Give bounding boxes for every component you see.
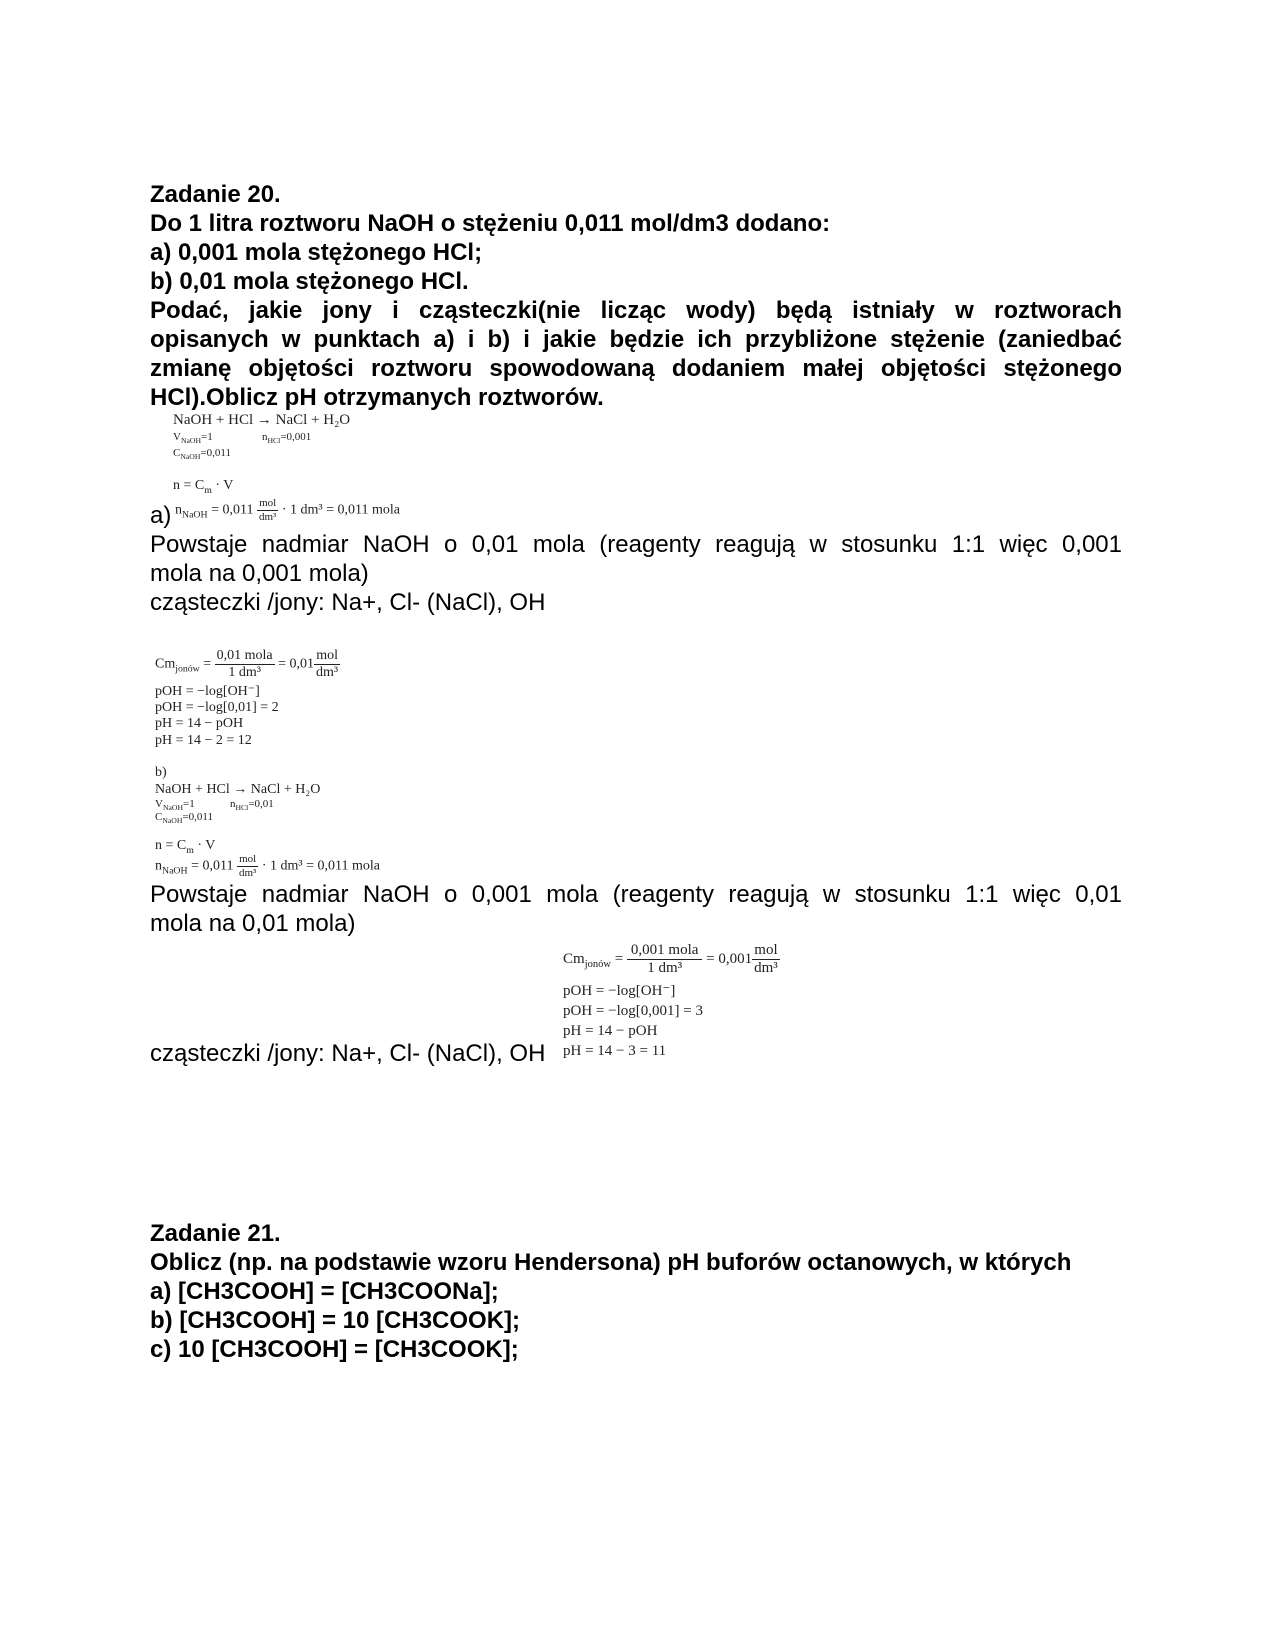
cm-num: 0,01 mola xyxy=(216,648,273,663)
task21-intro: Oblicz (np. na podstawie wzoru Hendersona) pH buforów octanowych, w których xyxy=(150,1249,1072,1276)
calc-line-b: pOH = −log[OH⁻] xyxy=(563,983,676,999)
calc-line-a: pOH = −log[0,01] = 2 xyxy=(155,700,279,715)
task20-option-b: b) 0,01 mola stężonego HCl. xyxy=(150,268,469,295)
calc-line-a: pH = 14 − 2 = 12 xyxy=(155,733,252,748)
n-naoh-sub: NaOH xyxy=(182,509,208,521)
v-value: =1 xyxy=(201,431,213,443)
frac-num: mol xyxy=(257,497,278,511)
n-naoh-rhs: · 1 dm³ = 0,011 mola xyxy=(281,502,400,518)
cm-calc-a xyxy=(155,648,340,681)
n-hcl-value: =0,001 xyxy=(280,431,312,443)
c-value: =0,011 xyxy=(182,811,213,823)
cm-den: 1 dm³ xyxy=(228,665,261,680)
reaction-equation-b: NaOH + HCl → NaCl + H₂O xyxy=(155,782,321,797)
n-hcl-label: n xyxy=(230,798,236,810)
frac-den: dm³ xyxy=(238,867,257,879)
calc-line-a: pOH = −log[OH⁻] xyxy=(155,684,260,699)
cm-sub: jonów xyxy=(584,958,611,970)
cm-label: Cm xyxy=(563,950,585,967)
cm-den: 1 dm³ xyxy=(647,960,683,976)
calc-line-b: pH = 14 − pOH xyxy=(563,1023,658,1039)
n-naoh-sub: NaOH xyxy=(162,865,188,877)
n-naoh-calc-a xyxy=(175,497,400,524)
given-v-naoh-b xyxy=(155,798,195,811)
unit-fraction xyxy=(237,853,258,880)
given-n-hcl-a xyxy=(262,431,311,444)
cm-result: = 0,001 xyxy=(702,950,753,967)
question-line: zmianę objętości roztworu spowodowaną dodaniem małej objętości stężonego xyxy=(150,355,1122,382)
calc-line-b: pOH = −log[0,001] = 3 xyxy=(563,1003,703,1019)
cm-unit-num: mol xyxy=(752,942,780,960)
ions-line: cząsteczki /jony: Na+, Cl- (NaCl), OH xyxy=(150,589,546,616)
calc-line-b: pH = 14 − 3 = 11 xyxy=(563,1043,667,1059)
v-sub: NaOH xyxy=(180,436,202,446)
unit-fraction xyxy=(257,497,278,524)
c-label: C xyxy=(173,447,181,459)
given-c-naoh-a xyxy=(173,447,231,460)
n-naoh-mid: = 0,011 xyxy=(187,858,237,874)
part-b-result xyxy=(150,880,1122,938)
cm-eq: = xyxy=(199,656,215,672)
cm-result: = 0,01 xyxy=(274,656,315,672)
result-line: Powstaje nadmiar NaOH o 0,01 mola (reagenty reagują w stosunku 1:1 więc 0,001 xyxy=(150,531,1122,558)
cm-fraction xyxy=(215,648,275,681)
cm-unit-num: mol xyxy=(314,648,340,665)
n-formula-a xyxy=(173,478,233,494)
task21-item-a: a) [CH3COOH] = [CH3COONa]; xyxy=(150,1278,499,1305)
cm-unit-fraction xyxy=(314,648,340,681)
frac-num: mol xyxy=(237,853,258,867)
question-line: HCl).Oblicz pH otrzymanych roztworów. xyxy=(150,384,604,411)
task20-intro: Do 1 litra roztworu NaOH o stężeniu 0,011 mol/dm3 dodano: xyxy=(150,210,831,237)
n-naoh-calc-b xyxy=(155,853,380,880)
question-line: opisanych w punktach a) i b) i jakie będzie ich przybliżone stężenie (zaniedbać xyxy=(150,326,1122,353)
task20-question xyxy=(150,296,1122,412)
n-formula-tail: · V xyxy=(211,478,234,493)
given-v-naoh-a xyxy=(173,431,213,444)
task21-item-c: c) 10 [CH3COOH] = [CH3COOK]; xyxy=(150,1336,519,1363)
calc-line-a: pH = 14 − pOH xyxy=(155,716,244,731)
cm-label: Cm xyxy=(155,656,176,672)
result-line: mola na 0,01 mola) xyxy=(150,910,356,937)
cm-unit-den: dm³ xyxy=(316,665,339,680)
n-hcl-label: n xyxy=(262,431,268,443)
result-line: mola na 0,001 mola) xyxy=(150,560,369,587)
result-line: Powstaje nadmiar NaOH o 0,001 mola (reagenty reagują w stosunku 1:1 więc 0,01 xyxy=(150,881,1122,908)
given-n-hcl-b xyxy=(230,798,274,811)
n-formula-sub: m xyxy=(204,484,212,496)
c-value: =0,011 xyxy=(200,447,231,459)
question-line: Podać, jakie jony i cząsteczki(nie licząc wody) będą istniały w roztworach xyxy=(150,297,1122,324)
cm-sub: jonów xyxy=(175,663,200,675)
n-naoh-lhs: n xyxy=(175,502,182,518)
n-formula-b xyxy=(155,838,215,854)
cm-fraction xyxy=(627,942,703,977)
c-sub: NaOH xyxy=(162,816,183,826)
reaction-equation-a: NaOH + HCl → NaCl + H₂O xyxy=(173,412,351,428)
part-a-result xyxy=(150,530,1122,617)
v-label: V xyxy=(155,798,163,810)
n-hcl-sub: HCl xyxy=(235,803,249,813)
n-naoh-mid: = 0,011 xyxy=(207,502,257,518)
part-a-label: a) xyxy=(150,502,172,529)
n-formula-tail: · V xyxy=(193,838,216,853)
n-naoh-rhs: · 1 dm³ = 0,011 mola xyxy=(261,858,380,874)
given-c-naoh-b xyxy=(155,811,213,824)
part-b-ions: cząsteczki /jony: Na+, Cl- (NaCl), OH xyxy=(150,1040,546,1067)
cm-unit-fraction xyxy=(752,942,780,977)
cm-eq: = xyxy=(610,950,627,967)
v-label: V xyxy=(173,431,181,443)
v-sub: NaOH xyxy=(162,803,184,813)
n-naoh-lhs: n xyxy=(155,858,162,874)
task20-option-a: a) 0,001 mola stężonego HCl; xyxy=(150,239,483,266)
task21-item-b: b) [CH3COOH] = 10 [CH3COOK]; xyxy=(150,1307,521,1334)
cm-unit-den: dm³ xyxy=(754,960,778,976)
n-formula-sub: m xyxy=(186,844,194,856)
n-hcl-value: =0,01 xyxy=(248,798,274,810)
n-hcl-sub: HCl xyxy=(267,436,281,446)
n-formula-text: n = C xyxy=(173,478,205,493)
c-sub: NaOH xyxy=(180,452,201,462)
part-b-label: b) xyxy=(155,765,167,780)
frac-den: dm³ xyxy=(258,511,277,523)
v-value: =1 xyxy=(183,798,195,810)
task21-title: Zadanie 21. xyxy=(150,1220,281,1247)
cm-num: 0,001 mola xyxy=(627,942,703,960)
cm-calc-b xyxy=(563,942,780,977)
c-label: C xyxy=(155,811,163,823)
task20-title: Zadanie 20. xyxy=(150,181,281,208)
n-formula-text: n = C xyxy=(155,838,187,853)
